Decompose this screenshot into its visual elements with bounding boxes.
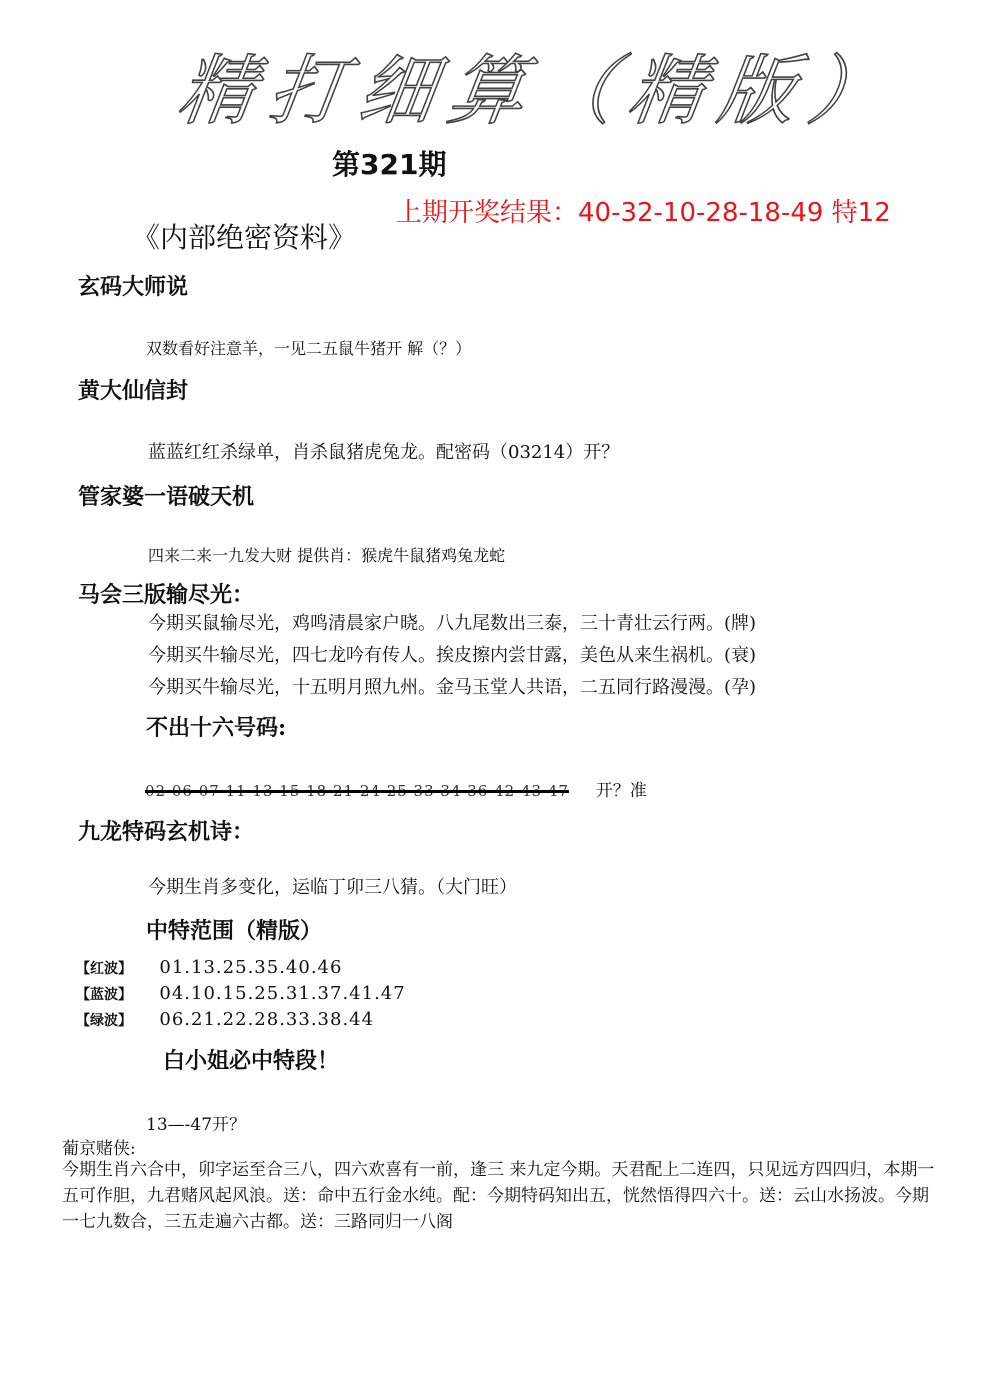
wave-numbers-green: 06.21.22.28.33.38.44: [159, 1009, 375, 1030]
wave-row-red: [76, 957, 342, 978]
section-heading-baixiaojie: 白小姐必中特段！: [163, 1048, 340, 1074]
excluded-numbers-note: 开？准: [595, 781, 647, 801]
excluded-numbers-row: [145, 776, 647, 801]
wave-label-red: 【红波】: [76, 961, 132, 977]
wave-row-blue: [76, 983, 406, 1004]
section-heading-guanjiapo: 管家婆一语破天机: [78, 484, 255, 510]
section-text-huangdaxian: 蓝蓝红红杀绿单，肖杀鼠猪虎兔龙。配密码（03214）开？: [148, 442, 620, 463]
section-text-baixiaojie: 13—-47开？: [146, 1115, 247, 1135]
wave-label-blue: 【蓝波】: [76, 987, 132, 1003]
section-heading-jiulong: 九龙特码玄机诗：: [78, 819, 255, 845]
document-title: 《内部绝密资料》: [132, 221, 357, 254]
section-line-mahui-2: 今期买牛输尽光，四七龙吟有传人。挨皮擦内尝甘露，美色从来生祸机。(衰): [148, 645, 757, 666]
last-draw-result: 上期开奖结果：40-32-10-28-18-49 特12: [396, 198, 891, 228]
section-heading-huangdaxian: 黄大仙信封: [78, 378, 189, 404]
wave-numbers-red: 01.13.25.35.40.46: [159, 957, 343, 978]
section-heading-zhongte: 中特范围（精版）: [146, 918, 323, 944]
section-heading-pujing: 葡京赌侠:: [62, 1139, 136, 1159]
banner-title: 精打细算（精版）: [172, 46, 906, 135]
wave-row-green: [76, 1009, 374, 1030]
wave-numbers-blue: 04.10.15.25.31.37.41.47: [159, 983, 406, 1004]
section-heading-buchu: 不出十六号码:: [146, 715, 287, 741]
wave-label-green: 【绿波】: [76, 1013, 132, 1029]
issue-number: 第321期: [332, 148, 447, 181]
section-text-guanjiapo: 四来二来一九发大财 提供肖：猴虎牛鼠猪鸡兔龙蛇: [148, 546, 506, 565]
section-text-xuanma: 双数看好注意羊，一见二五鼠牛猪开 解（？）: [146, 339, 472, 358]
section-line-mahui-3: 今期买牛输尽光，十五明月照九州。金马玉堂人共语，二五同行路漫漫。(孕): [148, 677, 757, 698]
excluded-numbers: 02 06 07 11 13 15 18 21 24 25 33 34 36 42 43 47: [145, 782, 569, 800]
section-heading-xuanma: 玄码大师说: [78, 274, 189, 300]
section-line-mahui-1: 今期买鼠输尽光，鸡鸣清晨家户晓。八九尾数出三泰，三十青壮云行两。(牌): [148, 613, 757, 634]
section-text-jiulong: 今期生肖多变化，运临丁卯三八猜。（大门旺）: [148, 877, 517, 898]
section-heading-mahui: 马会三版输尽光：: [78, 582, 255, 608]
section-paragraph-pujing: 今期生肖六合中，卯字运至合三八，四六欢喜有一前，逢三 来九定今期。天君配上二连四，只见远方四四归，本期一五可作胆，九君赌风起风浪。送：命中五行金水纯。配：今期特码知出五，恍然悟得四六十。送：云山水扬波。今期一七九数合，三五走遍六古都。送：三路同归一八阁: [62, 1160, 935, 1232]
